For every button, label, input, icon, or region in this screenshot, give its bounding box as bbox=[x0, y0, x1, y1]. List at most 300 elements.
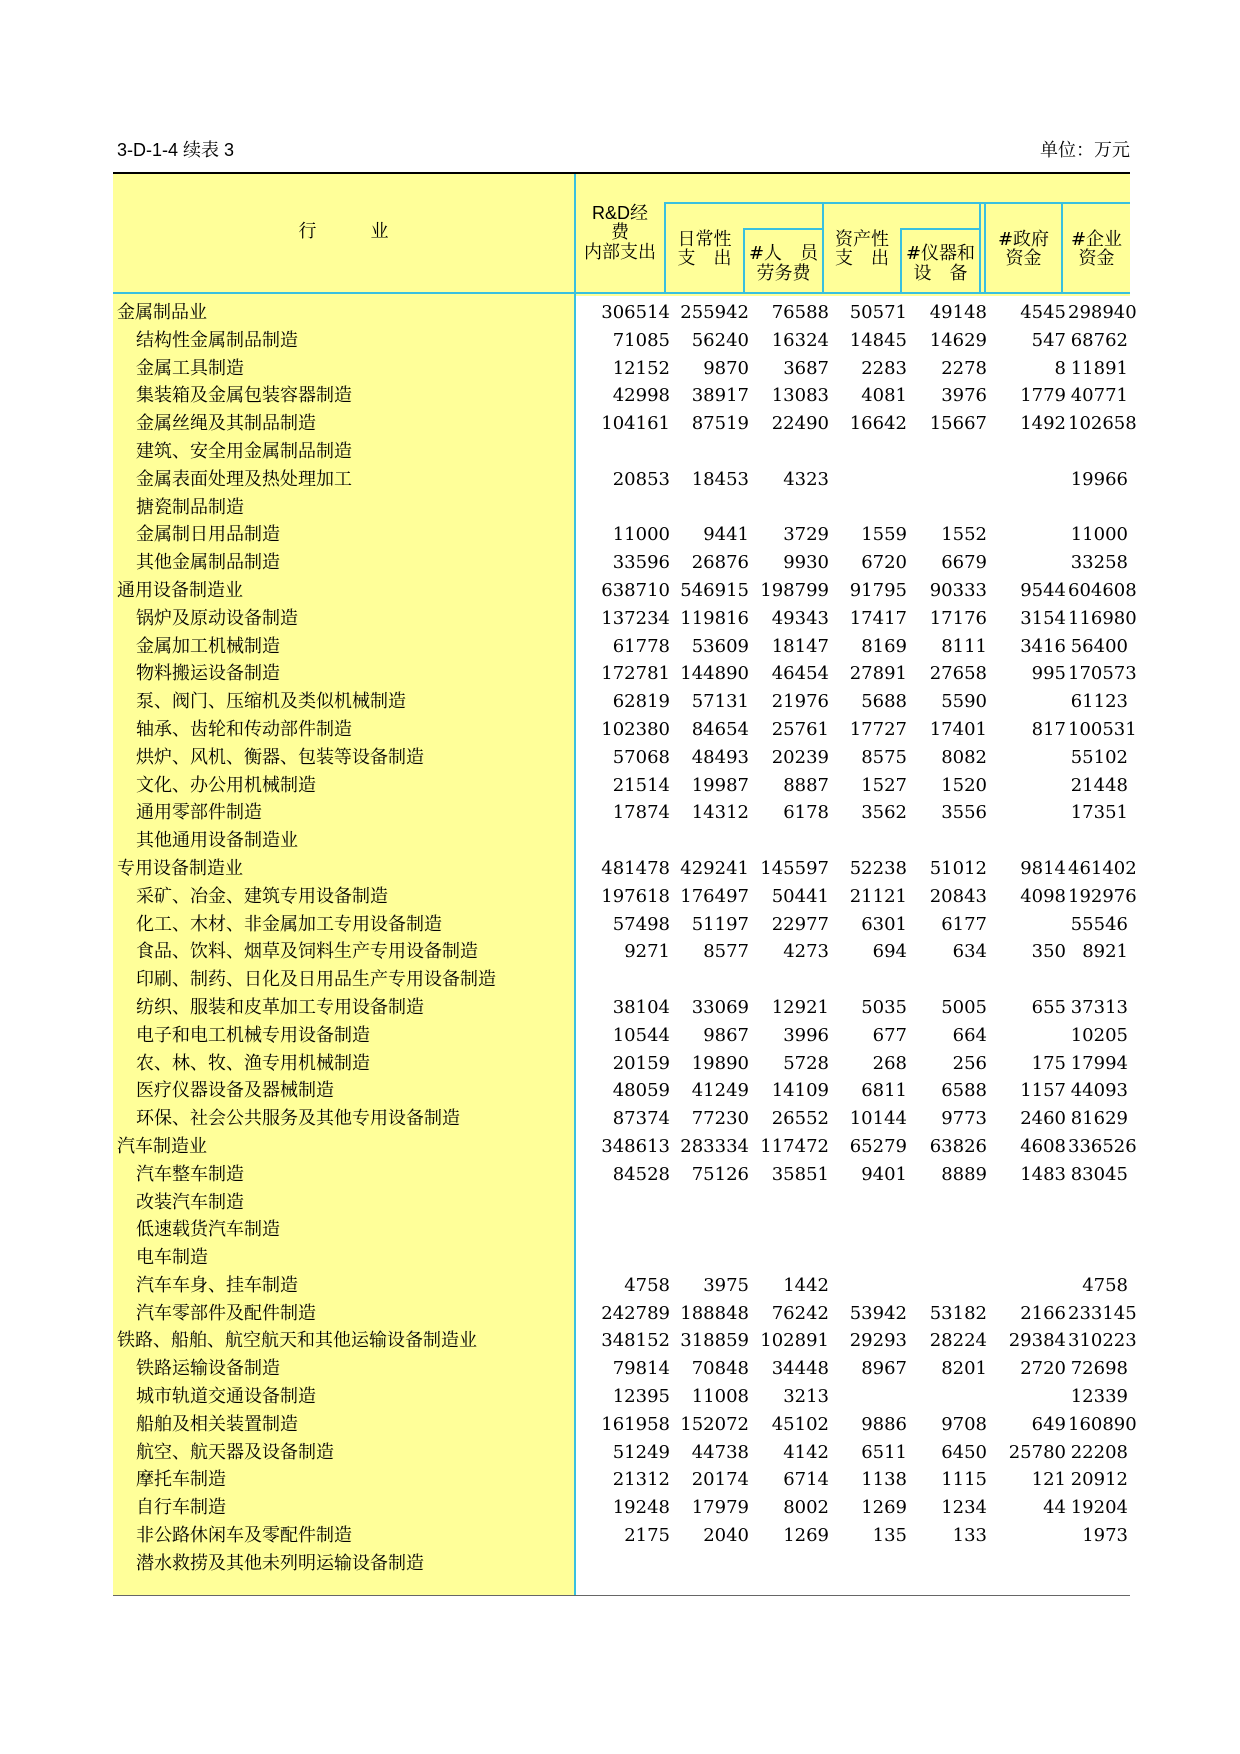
row-industry-name: 汽车零部件及配件制造 bbox=[136, 1302, 316, 1324]
row-industry-name: 金属工具制造 bbox=[136, 357, 244, 379]
row-value: 170573 bbox=[1068, 663, 1137, 685]
table-row bbox=[113, 1550, 1130, 1578]
row-industry-name: 非公路休闲车及零配件制造 bbox=[136, 1525, 352, 1547]
unit-label: 单位：万元 bbox=[1040, 140, 1130, 161]
row-value: 53182 bbox=[929, 1302, 987, 1324]
row-value: 995 bbox=[1031, 663, 1066, 685]
row-value: 3154 bbox=[1020, 607, 1066, 629]
row-value: 70848 bbox=[691, 1358, 749, 1380]
row-industry-name: 农、林、牧、渔专用机械制造 bbox=[136, 1052, 370, 1074]
row-value: 6511 bbox=[861, 1441, 907, 1463]
row-value: 1483 bbox=[1020, 1163, 1066, 1185]
table-row bbox=[113, 633, 1130, 661]
row-value: 306514 bbox=[601, 302, 670, 323]
header-daily-line2: 支 出 bbox=[677, 248, 732, 269]
row-value: 4608 bbox=[1020, 1135, 1066, 1157]
row-value: 19204 bbox=[1070, 1497, 1128, 1519]
row-value: 48059 bbox=[612, 1080, 670, 1102]
header-gov-line2: 资金 bbox=[1005, 248, 1042, 269]
row-value: 75126 bbox=[691, 1163, 749, 1185]
row-value: 4142 bbox=[783, 1441, 829, 1463]
row-value: 3556 bbox=[941, 802, 987, 824]
table-row bbox=[113, 1355, 1130, 1383]
row-industry-name: 轴承、齿轮和传动部件制造 bbox=[136, 718, 352, 740]
row-value: 9544 bbox=[1020, 579, 1066, 601]
header-rd-line2: 费 bbox=[611, 222, 629, 243]
row-value: 17417 bbox=[849, 607, 907, 629]
row-value: 17176 bbox=[929, 607, 987, 629]
row-value: 8169 bbox=[861, 635, 907, 657]
row-value: 5035 bbox=[861, 996, 907, 1018]
table-row bbox=[113, 1300, 1137, 1328]
row-industry-name: 通用设备制造业 bbox=[117, 579, 243, 601]
row-value: 71085 bbox=[612, 329, 670, 351]
row-industry-name: 环保、社会公共服务及其他专用设备制造 bbox=[136, 1108, 460, 1130]
table-row bbox=[113, 1466, 1130, 1494]
row-value: 6679 bbox=[941, 552, 987, 574]
row-value: 1779 bbox=[1020, 385, 1066, 407]
row-value: 121 bbox=[1031, 1469, 1066, 1491]
row-value: 57131 bbox=[691, 691, 749, 713]
row-value: 677 bbox=[872, 1024, 907, 1046]
row-value: 3976 bbox=[941, 385, 987, 407]
row-industry-name: 医疗仪器设备及器械制造 bbox=[136, 1080, 334, 1102]
row-value: 19966 bbox=[1070, 468, 1128, 490]
row-value: 35851 bbox=[771, 1163, 829, 1185]
row-value: 144890 bbox=[680, 663, 749, 685]
row-value: 19248 bbox=[612, 1497, 670, 1519]
row-value: 53942 bbox=[849, 1302, 907, 1324]
row-value: 4273 bbox=[783, 941, 829, 963]
row-value: 2283 bbox=[861, 357, 907, 379]
row-value: 40771 bbox=[1070, 385, 1128, 407]
row-value: 233145 bbox=[1068, 1302, 1137, 1324]
row-industry-name: 城市轨道交通设备制造 bbox=[136, 1386, 316, 1408]
row-value: 68762 bbox=[1070, 329, 1128, 351]
row-value: 6178 bbox=[783, 802, 829, 824]
row-value: 45102 bbox=[771, 1413, 829, 1435]
table-row bbox=[113, 855, 1137, 883]
table-row bbox=[113, 438, 1130, 466]
row-value: 21121 bbox=[849, 885, 907, 907]
table-row bbox=[113, 660, 1137, 688]
row-value: 8111 bbox=[941, 635, 987, 657]
row-value: 56400 bbox=[1070, 635, 1128, 657]
row-industry-name: 金属制日用品制造 bbox=[136, 524, 280, 546]
row-value: 1552 bbox=[941, 524, 987, 546]
header-labor-line2: 劳务费 bbox=[756, 263, 811, 284]
table-row bbox=[113, 1327, 1137, 1355]
row-value: 5005 bbox=[941, 996, 987, 1018]
row-value: 49343 bbox=[771, 607, 829, 629]
row-value: 12152 bbox=[612, 357, 670, 379]
row-value: 3416 bbox=[1020, 635, 1066, 657]
row-value: 6720 bbox=[861, 552, 907, 574]
table-row bbox=[113, 772, 1130, 800]
row-value: 9271 bbox=[624, 941, 670, 963]
row-value: 8 bbox=[1054, 357, 1066, 379]
row-value: 27891 bbox=[849, 663, 907, 685]
row-industry-name: 低速载货汽车制造 bbox=[136, 1219, 280, 1241]
row-industry-name: 纺织、服装和皮革加工专用设备制造 bbox=[136, 996, 424, 1018]
row-value: 298940 bbox=[1068, 302, 1137, 323]
table-row bbox=[113, 883, 1137, 911]
data-table bbox=[113, 172, 1137, 1598]
row-value: 102380 bbox=[601, 718, 670, 740]
row-value: 10144 bbox=[849, 1108, 907, 1130]
row-value: 242789 bbox=[601, 1302, 670, 1324]
header-equip-line2: 设 备 bbox=[913, 263, 968, 284]
table-row bbox=[113, 911, 1130, 939]
table-row bbox=[113, 1022, 1130, 1050]
row-value: 318859 bbox=[680, 1330, 749, 1352]
row-value: 152072 bbox=[680, 1413, 749, 1435]
row-value: 91795 bbox=[849, 579, 907, 601]
row-value: 87374 bbox=[612, 1108, 670, 1130]
row-value: 17874 bbox=[612, 802, 670, 824]
table-row bbox=[113, 466, 1130, 494]
row-industry-name: 铁路运输设备制造 bbox=[136, 1358, 280, 1380]
row-value: 4758 bbox=[624, 1274, 670, 1296]
row-value: 17727 bbox=[849, 718, 907, 740]
row-value: 9867 bbox=[703, 1024, 749, 1046]
row-value: 46454 bbox=[771, 663, 829, 685]
table-row bbox=[113, 1411, 1137, 1439]
header-gov-line1: #政府 bbox=[997, 229, 1050, 250]
row-value: 160890 bbox=[1068, 1413, 1137, 1435]
row-value: 2040 bbox=[703, 1525, 749, 1547]
row-value: 8577 bbox=[703, 941, 749, 963]
row-value: 61778 bbox=[612, 635, 670, 657]
row-value: 33596 bbox=[612, 552, 670, 574]
bottom-rule bbox=[113, 1595, 1130, 1596]
row-value: 28224 bbox=[929, 1330, 987, 1352]
row-value: 22208 bbox=[1070, 1441, 1128, 1463]
table-row bbox=[113, 494, 1130, 522]
row-value: 197618 bbox=[601, 885, 670, 907]
row-value: 268 bbox=[872, 1052, 907, 1074]
row-value: 6588 bbox=[941, 1080, 987, 1102]
row-value: 546915 bbox=[680, 579, 749, 601]
row-value: 8201 bbox=[941, 1358, 987, 1380]
header-ent-line1: #企业 bbox=[1070, 229, 1123, 250]
table-row bbox=[113, 355, 1130, 383]
row-value: 51197 bbox=[691, 913, 749, 935]
header-rule bbox=[984, 202, 1130, 204]
row-value: 90333 bbox=[929, 579, 987, 601]
row-value: 9930 bbox=[783, 552, 829, 574]
header-rd-line1: R&D经 bbox=[591, 203, 648, 223]
row-value: 37313 bbox=[1070, 996, 1128, 1018]
row-value: 8889 bbox=[941, 1163, 987, 1185]
row-value: 6177 bbox=[941, 913, 987, 935]
row-value: 17401 bbox=[929, 718, 987, 740]
header-rule bbox=[743, 228, 823, 230]
row-industry-name: 金属表面处理及热处理加工 bbox=[136, 468, 352, 490]
row-value: 57498 bbox=[612, 913, 670, 935]
row-value: 6450 bbox=[941, 1441, 987, 1463]
header-separator bbox=[113, 292, 1130, 294]
table-id: 3-D-1-4 续表 3 bbox=[117, 140, 235, 160]
row-industry-name: 其他通用设备制造业 bbox=[136, 830, 298, 852]
row-value: 8887 bbox=[783, 774, 829, 796]
row-value: 21514 bbox=[612, 774, 670, 796]
row-industry-name: 金属丝绳及其制品制造 bbox=[136, 413, 316, 435]
row-value: 6714 bbox=[783, 1469, 829, 1491]
table-row bbox=[113, 521, 1130, 549]
row-value: 2720 bbox=[1020, 1358, 1066, 1380]
row-value: 283334 bbox=[680, 1135, 749, 1157]
row-value: 84528 bbox=[612, 1163, 670, 1185]
row-value: 1442 bbox=[783, 1274, 829, 1296]
row-value: 20912 bbox=[1070, 1469, 1128, 1491]
row-industry-name: 集装箱及金属包装容器制造 bbox=[136, 385, 352, 407]
header-rd-line3: 内部支出 bbox=[584, 242, 656, 263]
row-value: 49148 bbox=[929, 302, 987, 323]
row-value: 6301 bbox=[861, 913, 907, 935]
table-row bbox=[113, 744, 1130, 772]
row-value: 175 bbox=[1031, 1052, 1066, 1074]
table-row bbox=[113, 1189, 1130, 1217]
row-value: 10544 bbox=[612, 1024, 670, 1046]
row-value: 20174 bbox=[691, 1469, 749, 1491]
row-value: 255942 bbox=[680, 302, 749, 323]
row-value: 8967 bbox=[861, 1358, 907, 1380]
row-value: 55546 bbox=[1070, 913, 1128, 935]
row-industry-name: 印刷、制药、日化及日用品生产专用设备制造 bbox=[136, 969, 496, 991]
table-body bbox=[113, 299, 1137, 1578]
header-rule bbox=[900, 228, 980, 230]
row-industry-name: 潜水救捞及其他未列明运输设备制造 bbox=[136, 1552, 424, 1574]
row-industry-name: 摩托车制造 bbox=[136, 1469, 226, 1491]
table-row bbox=[113, 966, 1130, 994]
row-industry-name: 烘炉、风机、衡器、包装等设备制造 bbox=[136, 746, 424, 768]
row-value: 11891 bbox=[1070, 357, 1128, 379]
row-value: 33258 bbox=[1070, 552, 1128, 574]
row-value: 83045 bbox=[1070, 1163, 1128, 1185]
row-value: 461402 bbox=[1068, 857, 1137, 879]
row-value: 56240 bbox=[691, 329, 749, 351]
row-value: 100531 bbox=[1068, 718, 1137, 740]
row-value: 1973 bbox=[1082, 1525, 1128, 1547]
row-value: 62819 bbox=[612, 691, 670, 713]
row-value: 649 bbox=[1031, 1413, 1066, 1435]
header-asset-line1: 资产性 bbox=[835, 229, 889, 250]
row-value: 11000 bbox=[1070, 524, 1128, 546]
row-value: 44093 bbox=[1070, 1080, 1128, 1102]
row-value: 137234 bbox=[601, 607, 670, 629]
row-value: 9401 bbox=[861, 1163, 907, 1185]
row-value: 12395 bbox=[612, 1386, 670, 1408]
table-row bbox=[113, 1133, 1137, 1161]
table-row bbox=[113, 577, 1137, 605]
row-value: 21976 bbox=[771, 691, 829, 713]
header-labor-line1: #人 员 bbox=[748, 243, 819, 264]
row-value: 2166 bbox=[1020, 1302, 1066, 1324]
row-value: 9708 bbox=[941, 1413, 987, 1435]
table-row bbox=[113, 1244, 1130, 1272]
row-value: 5590 bbox=[941, 691, 987, 713]
row-value: 481478 bbox=[601, 857, 670, 879]
row-value: 9870 bbox=[703, 357, 749, 379]
row-value: 44 bbox=[1043, 1497, 1066, 1519]
row-value: 84654 bbox=[691, 718, 749, 740]
row-value: 12339 bbox=[1070, 1386, 1128, 1408]
row-value: 1115 bbox=[941, 1469, 987, 1491]
row-value: 27658 bbox=[929, 663, 987, 685]
row-industry-name: 改装汽车制造 bbox=[136, 1191, 244, 1213]
row-value: 16324 bbox=[771, 329, 829, 351]
table-row bbox=[113, 382, 1130, 410]
row-value: 26552 bbox=[771, 1108, 829, 1130]
row-industry-name: 采矿、冶金、建筑专用设备制造 bbox=[136, 885, 388, 907]
table-row bbox=[113, 299, 1137, 327]
row-industry-name: 搪瓷制品制造 bbox=[136, 496, 244, 518]
header-industry: 行 业 bbox=[298, 221, 389, 242]
row-industry-name: 航空、航天器及设备制造 bbox=[136, 1441, 334, 1463]
row-industry-name: 锅炉及原动设备制造 bbox=[136, 607, 298, 629]
table-row bbox=[113, 1216, 1130, 1244]
row-value: 20843 bbox=[929, 885, 987, 907]
row-value: 20853 bbox=[612, 468, 670, 490]
header-equip-line1: #仪器和 bbox=[905, 243, 976, 264]
row-value: 116980 bbox=[1068, 607, 1137, 629]
row-value: 1234 bbox=[941, 1497, 987, 1519]
row-value: 161958 bbox=[601, 1413, 670, 1435]
row-value: 1527 bbox=[861, 774, 907, 796]
row-value: 15667 bbox=[929, 413, 987, 435]
row-value: 3213 bbox=[783, 1386, 829, 1408]
row-value: 348152 bbox=[601, 1330, 670, 1352]
row-value: 33069 bbox=[691, 996, 749, 1018]
row-value: 44738 bbox=[691, 1441, 749, 1463]
row-value: 57068 bbox=[612, 746, 670, 768]
row-value: 2460 bbox=[1020, 1108, 1066, 1130]
row-value: 14845 bbox=[849, 329, 907, 351]
row-value: 4545 bbox=[1020, 302, 1066, 323]
row-industry-name: 金属加工机械制造 bbox=[136, 635, 280, 657]
row-value: 14312 bbox=[691, 802, 749, 824]
row-value: 76242 bbox=[771, 1302, 829, 1324]
row-value: 2278 bbox=[941, 357, 987, 379]
row-industry-name: 电子和电工机械专用设备制造 bbox=[136, 1024, 370, 1046]
row-value: 1157 bbox=[1020, 1080, 1066, 1102]
row-value: 38104 bbox=[612, 996, 670, 1018]
row-industry-name: 其他金属制品制造 bbox=[136, 552, 280, 574]
row-value: 65279 bbox=[849, 1135, 907, 1157]
row-value: 53609 bbox=[691, 635, 749, 657]
header-daily-line1: 日常性 bbox=[677, 229, 732, 250]
row-industry-name: 汽车制造业 bbox=[117, 1135, 207, 1157]
row-value: 188848 bbox=[680, 1302, 749, 1324]
table-row bbox=[113, 688, 1130, 716]
row-value: 25761 bbox=[771, 718, 829, 740]
row-value: 348613 bbox=[601, 1135, 670, 1157]
row-value: 79814 bbox=[612, 1358, 670, 1380]
table-row bbox=[113, 1077, 1130, 1105]
row-value: 604608 bbox=[1068, 579, 1137, 601]
row-industry-name: 文化、办公用机械制造 bbox=[136, 774, 316, 796]
row-value: 21312 bbox=[612, 1469, 670, 1491]
row-industry-name: 专用设备制造业 bbox=[117, 857, 243, 879]
table-row bbox=[113, 605, 1137, 633]
row-value: 102891 bbox=[760, 1330, 829, 1352]
row-value: 55102 bbox=[1070, 746, 1128, 768]
row-value: 1269 bbox=[861, 1497, 907, 1519]
table-row bbox=[113, 1050, 1130, 1078]
row-value: 694 bbox=[872, 941, 907, 963]
row-value: 17979 bbox=[691, 1497, 749, 1519]
row-value: 8575 bbox=[861, 746, 907, 768]
row-value: 664 bbox=[952, 1024, 987, 1046]
row-value: 172781 bbox=[601, 663, 670, 685]
table-row bbox=[113, 827, 1130, 855]
table-row bbox=[113, 938, 1130, 966]
row-value: 9814 bbox=[1020, 857, 1066, 879]
table-row bbox=[113, 1383, 1130, 1411]
row-value: 1520 bbox=[941, 774, 987, 796]
row-value: 4323 bbox=[783, 468, 829, 490]
table-row bbox=[113, 1522, 1130, 1550]
row-value: 63826 bbox=[929, 1135, 987, 1157]
row-industry-name: 结构性金属制品制造 bbox=[136, 329, 298, 351]
row-value: 176497 bbox=[680, 885, 749, 907]
row-industry-name: 铁路、船舶、航空航天和其他运输设备制造业 bbox=[117, 1330, 477, 1352]
row-value: 42998 bbox=[612, 385, 670, 407]
row-value: 50441 bbox=[771, 885, 829, 907]
row-value: 4758 bbox=[1082, 1274, 1128, 1296]
row-value: 4098 bbox=[1020, 885, 1066, 907]
row-value: 1492 bbox=[1020, 413, 1066, 435]
row-value: 350 bbox=[1031, 941, 1066, 963]
row-industry-name: 汽车整车制造 bbox=[136, 1163, 244, 1185]
row-industry-name: 化工、木材、非金属加工专用设备制造 bbox=[136, 913, 442, 935]
row-industry-name: 通用零部件制造 bbox=[136, 802, 262, 824]
row-industry-name: 自行车制造 bbox=[136, 1497, 226, 1519]
row-industry-name: 电车制造 bbox=[136, 1247, 208, 1269]
row-value: 76588 bbox=[771, 302, 829, 323]
row-value: 117472 bbox=[760, 1135, 829, 1157]
row-value: 9886 bbox=[861, 1413, 907, 1435]
row-value: 119816 bbox=[680, 607, 749, 629]
row-value: 48493 bbox=[691, 746, 749, 768]
row-value: 25780 bbox=[1008, 1441, 1066, 1463]
row-value: 11008 bbox=[691, 1386, 749, 1408]
row-value: 336526 bbox=[1068, 1135, 1137, 1157]
row-value: 429241 bbox=[680, 857, 749, 879]
row-industry-name: 食品、饮料、烟草及饲料生产专用设备制造 bbox=[136, 941, 478, 963]
row-value: 81629 bbox=[1070, 1108, 1128, 1130]
row-value: 22490 bbox=[771, 413, 829, 435]
row-value: 14109 bbox=[771, 1080, 829, 1102]
row-value: 17994 bbox=[1070, 1052, 1128, 1074]
row-value: 20159 bbox=[612, 1052, 670, 1074]
row-value: 12921 bbox=[771, 996, 829, 1018]
row-industry-name: 船舶及相关装置制造 bbox=[136, 1413, 298, 1435]
row-value: 61123 bbox=[1070, 691, 1128, 713]
row-value: 3687 bbox=[783, 357, 829, 379]
table-row bbox=[113, 716, 1137, 744]
row-value: 21448 bbox=[1070, 774, 1128, 796]
row-value: 638710 bbox=[601, 579, 670, 601]
table-row bbox=[113, 799, 1130, 827]
row-value: 52238 bbox=[849, 857, 907, 879]
header-ent-line2: 资金 bbox=[1078, 248, 1115, 269]
row-value: 5688 bbox=[861, 691, 907, 713]
row-industry-name: 金属制品业 bbox=[117, 302, 207, 323]
row-value: 133 bbox=[952, 1525, 987, 1547]
table-row bbox=[113, 1161, 1130, 1189]
